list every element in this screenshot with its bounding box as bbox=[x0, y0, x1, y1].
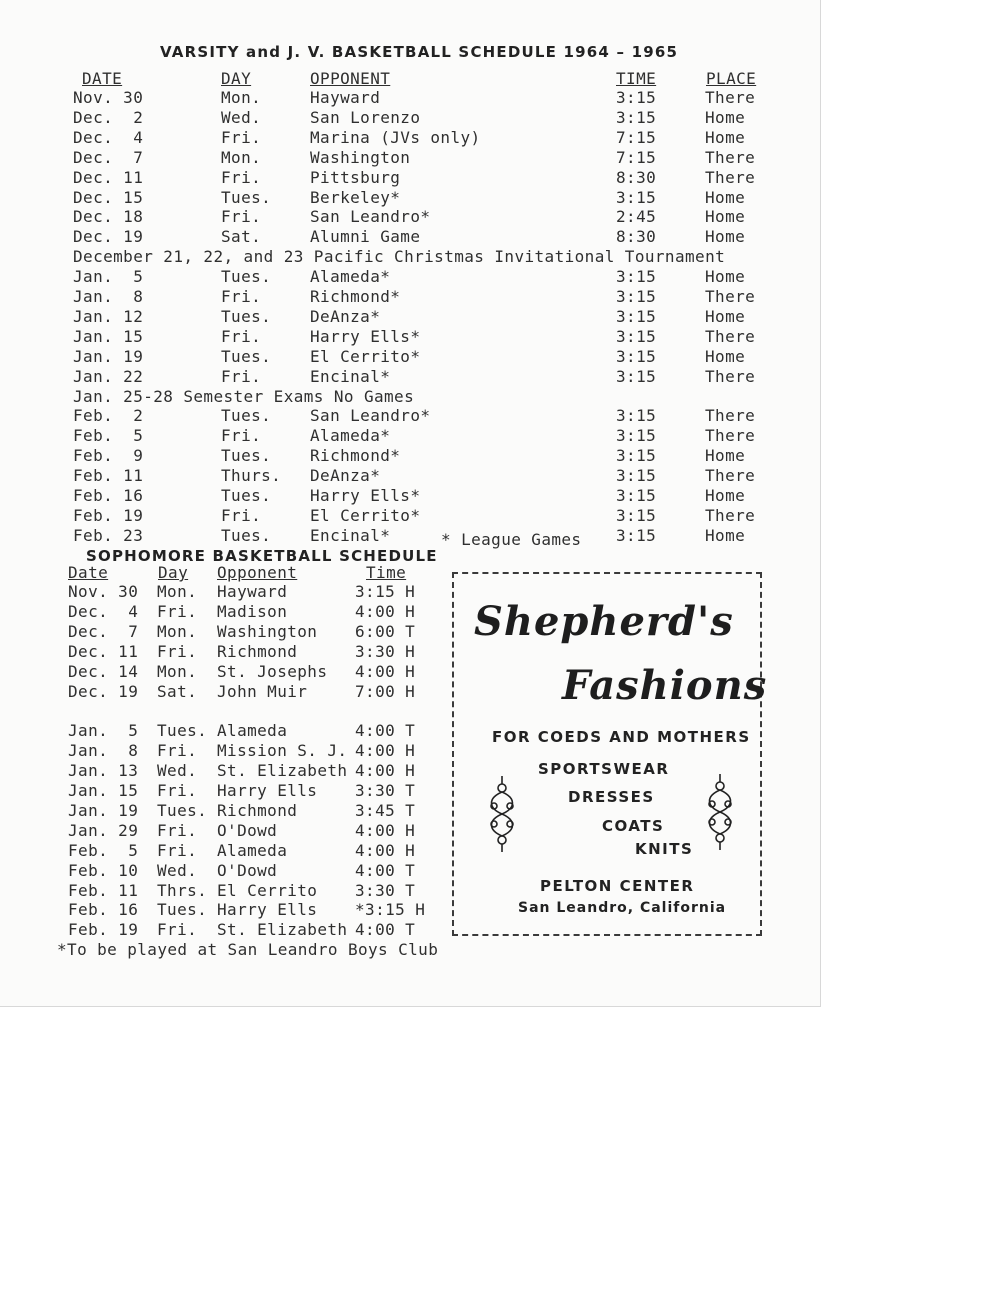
varsity-cell-date: Feb. 19 bbox=[73, 505, 144, 525]
varsity-cell-time: 3:15 bbox=[616, 486, 657, 505]
sophomore-cell-date: Jan. 13 bbox=[68, 761, 139, 781]
varsity-cell-day: Tues. bbox=[221, 187, 272, 207]
varsity-cell-opponent: San Lorenzo bbox=[310, 107, 421, 127]
varsity-cell-time: 2:45 bbox=[616, 207, 657, 227]
sophomore-cell-date: Dec. 14 bbox=[68, 661, 139, 681]
varsity-cell-day: Tues. bbox=[221, 446, 272, 466]
varsity-cell-time: 7:15 bbox=[616, 127, 657, 147]
sophomore-cell-opponent: Alameda bbox=[217, 840, 288, 860]
varsity-header-date: DATE bbox=[82, 69, 123, 88]
sophomore-cell-day: Mon. bbox=[157, 661, 198, 681]
varsity-cell-date: Jan. 5 bbox=[73, 267, 144, 287]
varsity-cell-time: 3:15 bbox=[616, 505, 657, 525]
varsity-cell-opponent: Richmond* bbox=[310, 446, 401, 466]
scroll-ornament-icon bbox=[700, 772, 740, 852]
varsity-header-time: TIME bbox=[616, 69, 657, 88]
varsity-header-opponent: OPPONENT bbox=[310, 69, 391, 88]
varsity-cell-day: Tues. bbox=[221, 306, 272, 326]
sophomore-cell-time: 6:00 T bbox=[355, 621, 416, 641]
varsity-cell-day: Tues. bbox=[221, 406, 272, 426]
league-games-note: * League Games bbox=[441, 530, 582, 549]
varsity-cell-time: 3:15 bbox=[616, 326, 657, 346]
sophomore-cell-date: Dec. 19 bbox=[68, 681, 139, 701]
sophomore-cell-opponent: O'Dowd bbox=[217, 860, 278, 880]
sophomore-cell-time: *3:15 H bbox=[355, 900, 426, 920]
sophomore-cell-time: 4:00 H bbox=[355, 741, 416, 761]
varsity-cell-opponent: Harry Ells* bbox=[310, 326, 421, 346]
sophomore-cell-time: 7:00 H bbox=[355, 681, 416, 701]
varsity-cell-opponent: Pittsburg bbox=[310, 167, 401, 187]
sophomore-cell-time: 3:15 H bbox=[355, 582, 416, 601]
varsity-cell-place: There bbox=[705, 287, 756, 306]
sophomore-cell-opponent: Richmond bbox=[217, 800, 298, 820]
sophomore-cell-opponent: O'Dowd bbox=[217, 820, 278, 840]
varsity-cell-time: 3:15 bbox=[616, 107, 657, 127]
varsity-cell-date: Feb. 11 bbox=[73, 466, 144, 486]
varsity-cell-date: Jan. 15 bbox=[73, 326, 144, 346]
varsity-cell-time: 7:15 bbox=[616, 147, 657, 167]
varsity-cell-place: Home bbox=[705, 267, 746, 287]
varsity-cell-day: Fri. bbox=[221, 505, 262, 525]
varsity-cell-place: Home bbox=[705, 207, 746, 227]
sophomore-cell-date: Dec. 11 bbox=[68, 641, 139, 661]
varsity-cell-day: Fri. bbox=[221, 326, 262, 346]
varsity-cell-time: 3:15 bbox=[616, 287, 657, 306]
varsity-cell-day: Fri. bbox=[221, 167, 262, 187]
sophomore-cell-day: Fri. bbox=[157, 820, 198, 840]
sophomore-cell-day: Fri. bbox=[157, 641, 198, 661]
sophomore-cell-day: Fri. bbox=[157, 781, 198, 800]
varsity-cell-date: Feb. 9 bbox=[73, 446, 144, 466]
varsity-cell-opponent: Marina (JVs only) bbox=[310, 127, 481, 147]
varsity-cell-place: Home bbox=[705, 446, 746, 466]
varsity-cell-opponent: Berkeley* bbox=[310, 187, 401, 207]
sophomore-cell-day: Fri. bbox=[157, 840, 198, 860]
sophomore-cell-date: Feb. 11 bbox=[68, 880, 139, 900]
shepherds-fashions-ad bbox=[452, 572, 768, 936]
sophomore-cell-date: Feb. 10 bbox=[68, 860, 139, 880]
varsity-cell-opponent: San Leandro* bbox=[310, 207, 431, 227]
varsity-cell-date: Jan. 12 bbox=[73, 306, 144, 326]
varsity-cell-date: Feb. 5 bbox=[73, 426, 144, 446]
varsity-cell-date: Dec. 4 bbox=[73, 127, 144, 147]
varsity-cell-opponent: El Cerrito* bbox=[310, 505, 421, 525]
sophomore-header-day: Day bbox=[158, 563, 189, 582]
ad-center: PELTON CENTER bbox=[540, 877, 695, 895]
varsity-cell-day: Mon. bbox=[221, 88, 262, 107]
sophomore-cell-time: 3:30 T bbox=[355, 781, 416, 800]
sophomore-cell-opponent: Alameda bbox=[217, 721, 288, 741]
sophomore-cell-date: Jan. 19 bbox=[68, 800, 139, 820]
sophomore-cell-opponent: El Cerrito bbox=[217, 880, 318, 900]
varsity-cell-opponent: Hayward bbox=[310, 88, 381, 107]
varsity-cell-place: There bbox=[705, 326, 756, 346]
varsity-cell-day: Tues. bbox=[221, 346, 272, 366]
varsity-cell-place: Home bbox=[705, 525, 746, 545]
varsity-cell-opponent: San Leandro* bbox=[310, 406, 431, 426]
varsity-cell-date: Feb. 16 bbox=[73, 486, 144, 505]
varsity-cell-place: Home bbox=[705, 107, 746, 127]
sophomore-cell-day: Mon. bbox=[157, 582, 198, 601]
sophomore-cell-date: Dec. 4 bbox=[68, 601, 139, 621]
sophomore-cell-opponent: Richmond bbox=[217, 641, 298, 661]
varsity-cell-opponent: El Cerrito* bbox=[310, 346, 421, 366]
varsity-cell-place: Home bbox=[705, 187, 746, 207]
varsity-cell-place: There bbox=[705, 426, 756, 446]
sophomore-cell-day: Fri. bbox=[157, 920, 198, 940]
varsity-cell-day: Fri. bbox=[221, 426, 262, 446]
sophomore-cell-date: Jan. 15 bbox=[68, 781, 139, 800]
sophomore-cell-date: Feb. 16 bbox=[68, 900, 139, 920]
varsity-note-row: December 21, 22, and 23 Pacific Christmas Invitational Tournament bbox=[73, 247, 726, 267]
ad-item-coats: COATS bbox=[602, 817, 665, 835]
sophomore-cell-date: Feb. 5 bbox=[68, 840, 139, 860]
sophomore-title: SOPHOMORE BASKETBALL SCHEDULE bbox=[86, 547, 438, 565]
varsity-cell-opponent: Encinal* bbox=[310, 366, 391, 386]
ad-tagline: FOR COEDS AND MOTHERS bbox=[492, 728, 751, 746]
varsity-cell-opponent: Alameda* bbox=[310, 426, 391, 446]
sophomore-cell-opponent: Washington bbox=[217, 621, 318, 641]
sophomore-cell-opponent: Hayward bbox=[217, 582, 288, 601]
sophomore-cell-time: 3:30 H bbox=[355, 641, 416, 661]
sophomore-cell-day: Tues. bbox=[157, 721, 208, 741]
varsity-cell-day: Fri. bbox=[221, 127, 262, 147]
varsity-cell-opponent: Alameda* bbox=[310, 267, 391, 287]
sophomore-cell-day: Tues. bbox=[157, 900, 208, 920]
sophomore-cell-date: Nov. 30 bbox=[68, 582, 139, 601]
varsity-cell-day: Mon. bbox=[221, 147, 262, 167]
varsity-cell-time: 3:15 bbox=[616, 187, 657, 207]
varsity-cell-place: There bbox=[705, 167, 756, 187]
sophomore-cell-time: 4:00 T bbox=[355, 721, 416, 741]
sophomore-cell-date: Jan. 8 bbox=[68, 741, 139, 761]
sophomore-cell-time: 4:00 H bbox=[355, 840, 416, 860]
ad-city: San Leandro, California bbox=[518, 900, 727, 916]
varsity-cell-day: Tues. bbox=[221, 486, 272, 505]
sophomore-cell-day: Wed. bbox=[157, 761, 198, 781]
varsity-cell-place: Home bbox=[705, 306, 746, 326]
varsity-cell-day: Sat. bbox=[221, 227, 262, 247]
varsity-cell-day: Wed. bbox=[221, 107, 262, 127]
varsity-title: VARSITY and J. V. BASKETBALL SCHEDULE 1964 – 1965 bbox=[160, 43, 679, 61]
ad-name-line1: Shepherd's bbox=[474, 598, 734, 645]
ad-item-sportswear: SPORTSWEAR bbox=[538, 760, 670, 778]
sophomore-header-opponent: Opponent bbox=[217, 563, 298, 582]
sophomore-cell-time: 4:00 H bbox=[355, 601, 416, 621]
varsity-cell-opponent: Harry Ells* bbox=[310, 486, 421, 505]
sophomore-cell-opponent: John Muir bbox=[217, 681, 308, 701]
sophomore-cell-time: 4:00 T bbox=[355, 920, 416, 940]
varsity-cell-time: 3:15 bbox=[616, 306, 657, 326]
varsity-cell-date: Jan. 8 bbox=[73, 287, 144, 306]
varsity-cell-place: Home bbox=[705, 346, 746, 366]
sophomore-header-date: Date bbox=[68, 563, 109, 582]
sophomore-cell-time: 4:00 H bbox=[355, 661, 416, 681]
varsity-cell-opponent: Alumni Game bbox=[310, 227, 421, 247]
varsity-cell-date: Dec. 18 bbox=[73, 207, 144, 227]
sophomore-cell-time: 4:00 H bbox=[355, 820, 416, 840]
sophomore-cell-opponent: St. Elizabeth bbox=[217, 761, 348, 781]
varsity-cell-day: Fri. bbox=[221, 287, 262, 306]
varsity-cell-opponent: DeAnza* bbox=[310, 306, 381, 326]
sophomore-cell-date: Feb. 19 bbox=[68, 920, 139, 940]
sophomore-cell-opponent: Mission S. J. bbox=[217, 741, 348, 761]
varsity-cell-time: 3:15 bbox=[616, 346, 657, 366]
sophomore-header-time: Time bbox=[366, 563, 407, 582]
sophomore-cell-time: 3:30 T bbox=[355, 880, 416, 900]
varsity-cell-place: Home bbox=[705, 227, 746, 247]
varsity-cell-day: Tues. bbox=[221, 267, 272, 287]
varsity-cell-place: Home bbox=[705, 486, 746, 505]
varsity-cell-date: Feb. 23 bbox=[73, 525, 144, 545]
sophomore-cell-day: Thrs. bbox=[157, 880, 208, 900]
varsity-header-day: DAY bbox=[221, 69, 252, 88]
varsity-cell-opponent: DeAnza* bbox=[310, 466, 381, 486]
varsity-cell-date: Jan. 22 bbox=[73, 366, 144, 386]
sophomore-cell-day: Fri. bbox=[157, 741, 198, 761]
varsity-cell-day: Tues. bbox=[221, 525, 272, 545]
varsity-cell-date: Feb. 2 bbox=[73, 406, 144, 426]
varsity-cell-day: Fri. bbox=[221, 207, 262, 227]
varsity-cell-opponent: Encinal* bbox=[310, 525, 391, 545]
varsity-cell-time: 3:15 bbox=[616, 267, 657, 287]
sophomore-cell-time: 4:00 H bbox=[355, 761, 416, 781]
sophomore-cell-time: 4:00 T bbox=[355, 860, 416, 880]
varsity-cell-date: Dec. 15 bbox=[73, 187, 144, 207]
ad-item-knits: KNITS bbox=[635, 840, 694, 858]
varsity-cell-time: 3:15 bbox=[616, 466, 657, 486]
varsity-cell-opponent: Richmond* bbox=[310, 287, 401, 306]
scroll-ornament-icon bbox=[482, 774, 522, 854]
varsity-cell-time: 8:30 bbox=[616, 227, 657, 247]
varsity-cell-time: 3:15 bbox=[616, 525, 657, 545]
varsity-cell-day: Fri. bbox=[221, 366, 262, 386]
varsity-cell-date: Dec. 2 bbox=[73, 107, 144, 127]
sophomore-cell-date: Jan. 5 bbox=[68, 721, 139, 741]
varsity-cell-time: 3:15 bbox=[616, 406, 657, 426]
sophomore-cell-date: Jan. 29 bbox=[68, 820, 139, 840]
sophomore-cell-day: Tues. bbox=[157, 800, 208, 820]
sophomore-cell-opponent: Harry Ells bbox=[217, 900, 318, 920]
sophomore-cell-day: Sat. bbox=[157, 681, 198, 701]
varsity-cell-time: 3:15 bbox=[616, 366, 657, 386]
varsity-cell-time: 3:15 bbox=[616, 446, 657, 466]
varsity-cell-date: Dec. 11 bbox=[73, 167, 144, 187]
varsity-cell-opponent: Washington bbox=[310, 147, 411, 167]
sophomore-cell-day: Wed. bbox=[157, 860, 198, 880]
sophomore-cell-opponent: Harry Ells bbox=[217, 781, 318, 800]
varsity-cell-time: 3:15 bbox=[616, 426, 657, 446]
sophomore-cell-opponent: St. Elizabeth bbox=[217, 920, 348, 940]
sophomore-cell-opponent: St. Josephs bbox=[217, 661, 328, 681]
varsity-cell-time: 3:15 bbox=[616, 88, 657, 107]
varsity-note-row: Jan. 25-28 Semester Exams No Games bbox=[73, 386, 415, 406]
sophomore-cell-time: 3:45 T bbox=[355, 800, 416, 820]
sophomore-footnote: *To be played at San Leandro Boys Club bbox=[57, 940, 439, 959]
varsity-cell-date: Dec. 7 bbox=[73, 147, 144, 167]
varsity-cell-place: There bbox=[705, 147, 756, 167]
varsity-cell-date: Jan. 19 bbox=[73, 346, 144, 366]
varsity-cell-day: Thurs. bbox=[221, 466, 282, 486]
varsity-cell-place: There bbox=[705, 505, 756, 525]
varsity-cell-date: Nov. 30 bbox=[73, 88, 144, 107]
varsity-header-place: PLACE bbox=[706, 69, 757, 88]
varsity-cell-place: There bbox=[705, 366, 756, 386]
varsity-cell-place: There bbox=[705, 466, 756, 486]
sophomore-cell-opponent: Madison bbox=[217, 601, 288, 621]
sophomore-cell-date: Dec. 7 bbox=[68, 621, 139, 641]
sophomore-cell-day: Mon. bbox=[157, 621, 198, 641]
varsity-cell-place: Home bbox=[705, 127, 746, 147]
varsity-cell-date: Dec. 19 bbox=[73, 227, 144, 247]
ad-item-dresses: DRESSES bbox=[568, 788, 655, 806]
varsity-cell-place: There bbox=[705, 406, 756, 426]
varsity-cell-time: 8:30 bbox=[616, 167, 657, 187]
varsity-cell-place: There bbox=[705, 88, 756, 107]
sophomore-cell-day: Fri. bbox=[157, 601, 198, 621]
ad-name-line2: Fashions bbox=[562, 662, 768, 709]
